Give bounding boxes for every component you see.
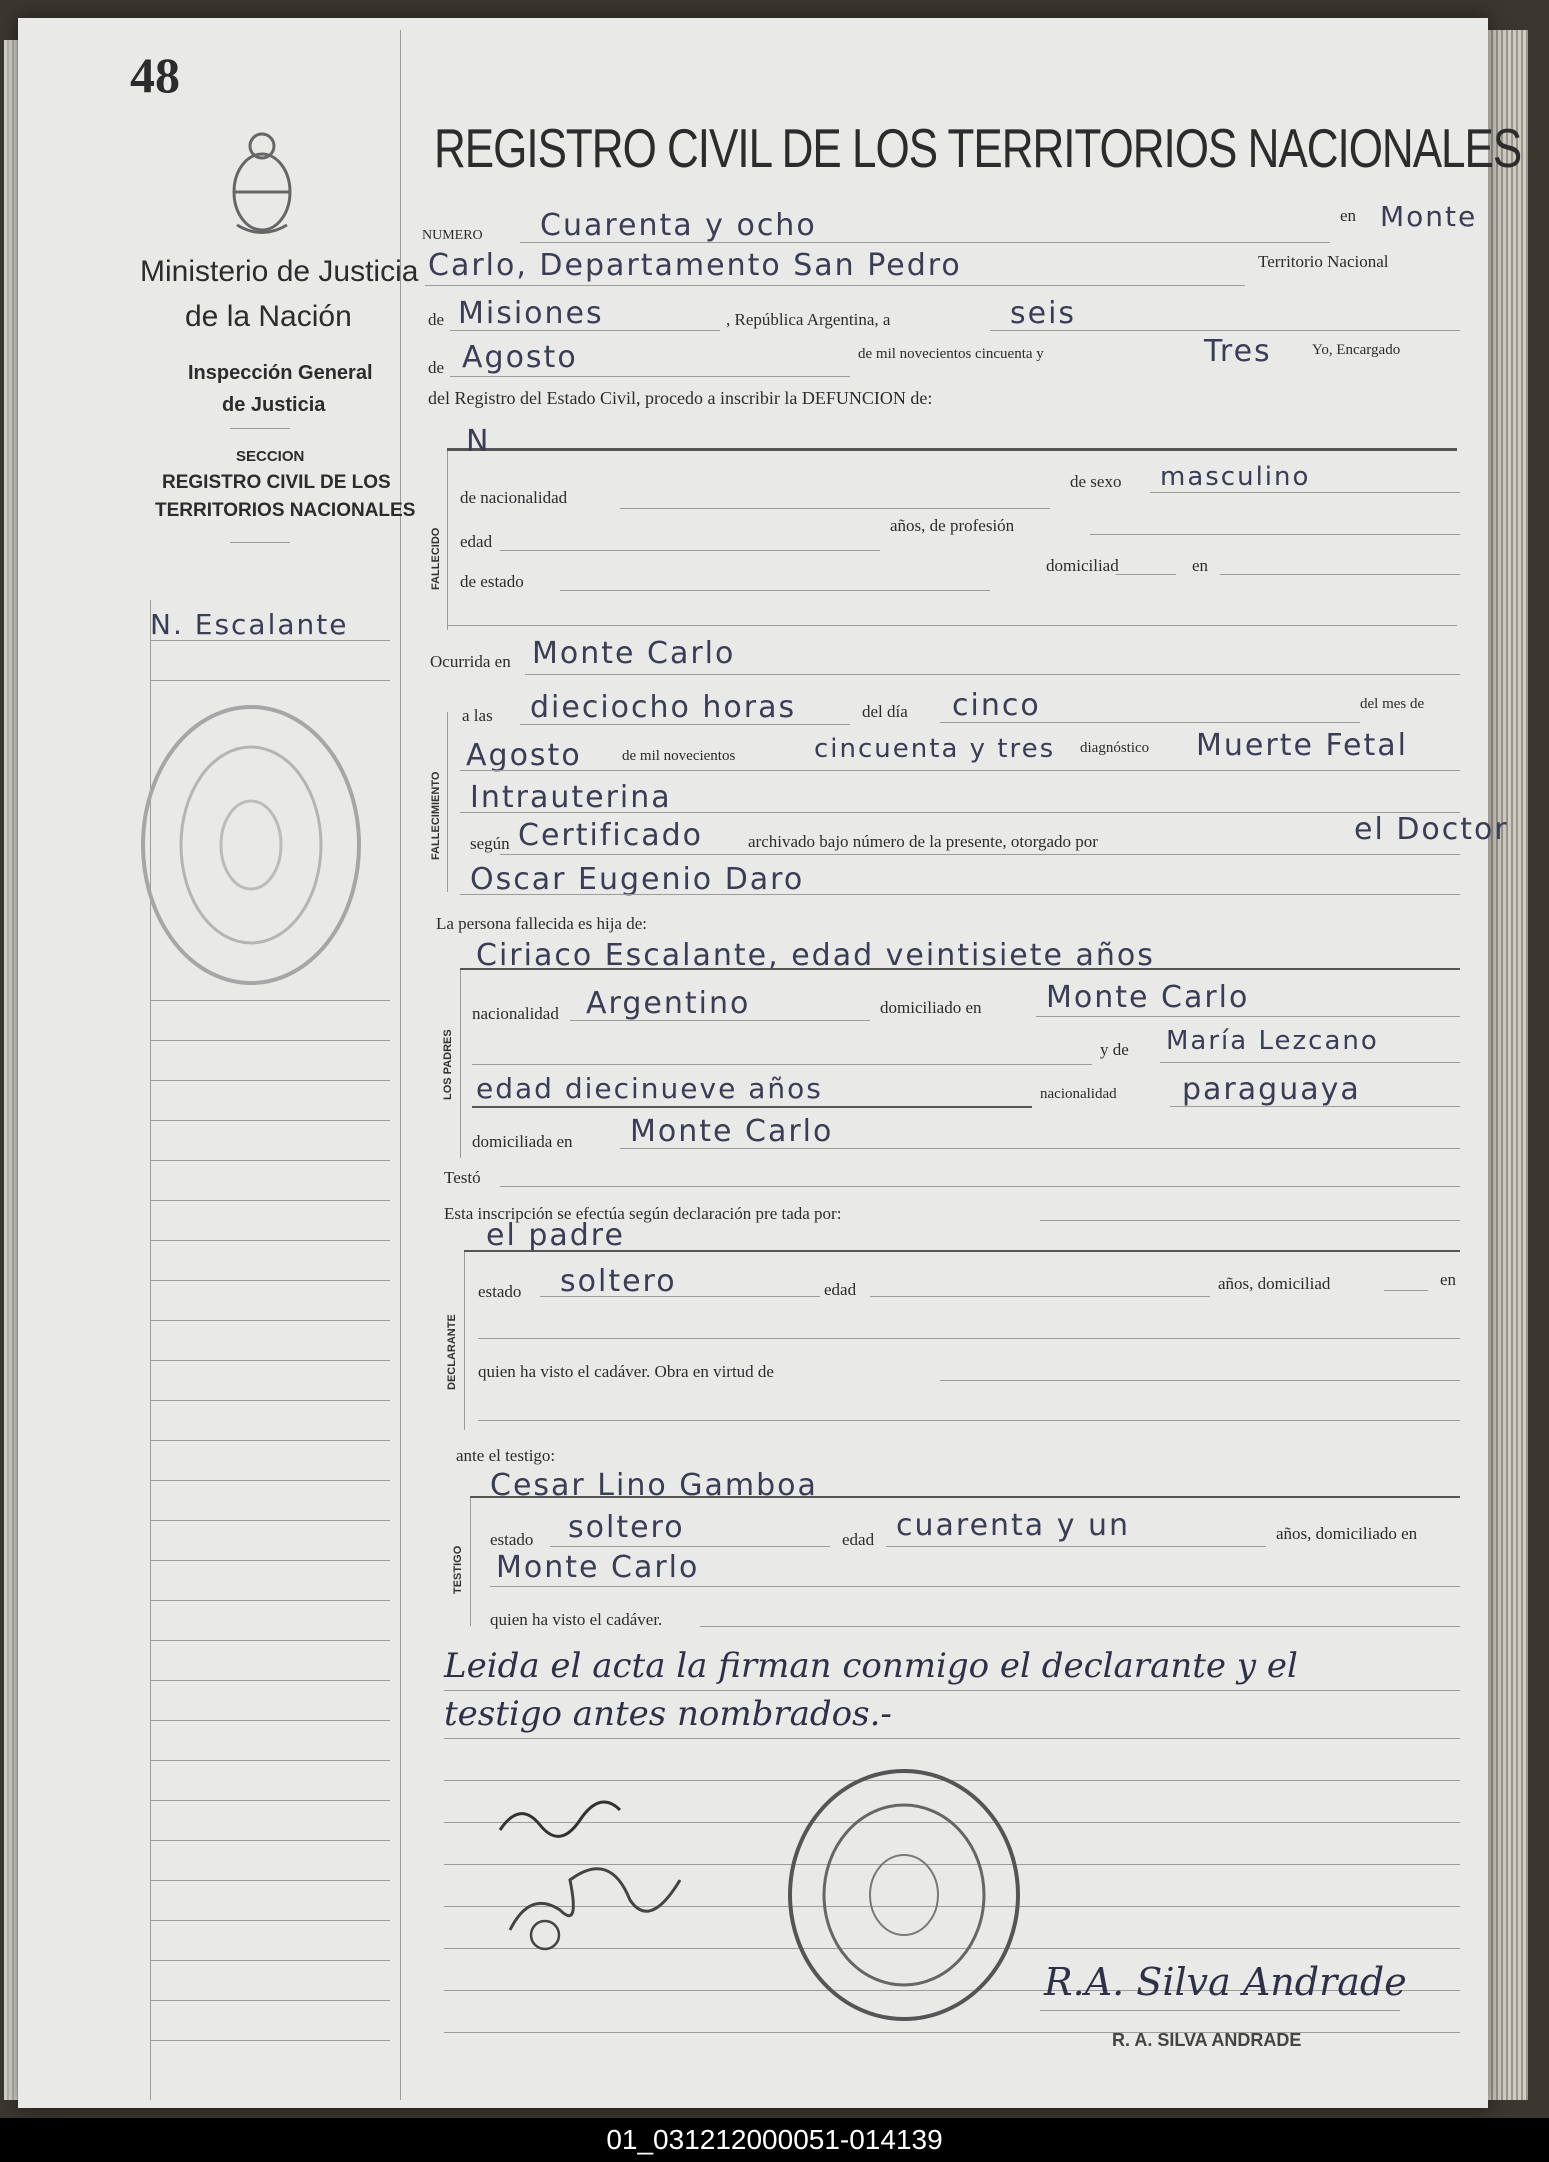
line-closing-9 xyxy=(444,2032,1460,2033)
line-fallecido-end xyxy=(447,625,1457,626)
margin-rule xyxy=(150,1000,390,1001)
ledger-right-edge xyxy=(1488,30,1528,2100)
closing-text-line-2: testigo antes nombrados.- xyxy=(444,1694,892,1734)
value-ocurrida: Monte Carlo xyxy=(532,636,736,671)
label-estado-testigo: estado xyxy=(490,1530,534,1549)
label-esta-inscripcion: Esta inscripción se efectúa según declaración pre tada por: xyxy=(444,1204,842,1223)
value-estado-testigo: soltero xyxy=(568,1510,685,1545)
margin-rule xyxy=(150,680,390,681)
line-numero xyxy=(520,242,1330,243)
value-domicilio-testigo: Monte Carlo xyxy=(496,1550,700,1585)
line-official-signature xyxy=(1040,2010,1400,2011)
label-estado: de estado xyxy=(460,572,524,591)
line-ocurrida xyxy=(525,674,1460,675)
line-edad-testigo xyxy=(886,1546,1266,1547)
label-testo: Testó xyxy=(444,1168,481,1187)
inspection-line-1: Inspección General xyxy=(188,362,373,384)
value-estado-declarante: soltero xyxy=(560,1264,677,1299)
margin-rule xyxy=(150,1160,390,1161)
line-domicilio-padre xyxy=(1036,1016,1460,1017)
margin-rule xyxy=(150,1640,390,1641)
label-estado-declarante: estado xyxy=(478,1282,522,1301)
label-registro: del Registro del Estado Civil, procedo a inscribir la DEFUNCION de: xyxy=(428,388,933,408)
line-esta-inscripcion xyxy=(1040,1220,1460,1221)
margin-rule xyxy=(150,1440,390,1441)
official-signature: R.A. Silva Andrade xyxy=(1044,1960,1407,2004)
label-nacionalidad-madre: nacionalidad xyxy=(1040,1086,1117,1102)
line-madre xyxy=(1160,1062,1460,1063)
line-nacionalidad-madre xyxy=(1170,1106,1460,1107)
page-number: 48 xyxy=(130,47,180,103)
value-nombre: N xyxy=(466,424,491,459)
line-edad xyxy=(500,550,880,551)
margin-rule xyxy=(150,1200,390,1201)
margin-rule xyxy=(150,1520,390,1521)
margin-rule xyxy=(150,1760,390,1761)
value-lugar: Carlo, Departamento San Pedro xyxy=(428,248,962,283)
margin-rule xyxy=(150,1360,390,1361)
value-diagnostico-2: Intrauterina xyxy=(470,780,672,815)
line-testigo xyxy=(470,1496,1460,1498)
bracket-fallecido xyxy=(447,450,448,630)
label-en: en xyxy=(1340,206,1357,225)
label-y-de: y de xyxy=(1100,1040,1129,1059)
label-edad: edad xyxy=(460,532,493,551)
value-diagnostico: Muerte Fetal xyxy=(1196,728,1408,763)
label-del-dia: del día xyxy=(862,702,908,721)
label-nacionalidad: de nacionalidad xyxy=(460,488,568,507)
margin-rule xyxy=(150,2000,390,2001)
line-closing-2 xyxy=(444,1738,1460,1739)
value-provincia: Misiones xyxy=(458,296,604,331)
bracket-testigo xyxy=(470,1496,471,1626)
margin-rule xyxy=(150,640,390,641)
value-nacionalidad-madre: paraguaya xyxy=(1182,1072,1361,1107)
line-lugar xyxy=(425,285,1245,286)
value-domicilio-padre: Monte Carlo xyxy=(1046,980,1250,1015)
label-anos-profesion: años, de profesión xyxy=(890,516,1015,535)
line-testo xyxy=(500,1186,1460,1187)
civil-registry-stamp xyxy=(784,1764,1024,2026)
margin-rule xyxy=(150,1560,390,1561)
value-edad-testigo: cuarenta y un xyxy=(896,1508,1131,1543)
line-segun xyxy=(500,854,1460,855)
label-en2: en xyxy=(1192,556,1209,575)
civil-registry-stamp-left xyxy=(136,700,366,990)
line-estado-declarante xyxy=(540,1296,820,1297)
label-edad-declarante: edad xyxy=(824,1280,857,1299)
margin-rule xyxy=(150,1120,390,1121)
section-line-1: SECCION xyxy=(236,448,305,465)
line-mes-muerte xyxy=(460,770,1460,771)
value-dia: seis xyxy=(1010,296,1077,331)
label-archivado: archivado bajo número de la presente, otorgado por xyxy=(748,832,1098,851)
value-dia-muerte: cinco xyxy=(952,688,1041,723)
label-territorio: Territorio Nacional xyxy=(1258,252,1389,271)
label-domiciliada-en: domiciliada en xyxy=(472,1132,573,1151)
label-quien-visto: quien ha visto el cadáver. Obra en virtud de xyxy=(478,1362,774,1381)
value-domicilio-madre: Monte Carlo xyxy=(630,1114,834,1149)
margin-separator xyxy=(230,428,290,429)
section-line-3: TERRITORIOS NACIONALES xyxy=(155,500,416,521)
value-declarante: el padre xyxy=(486,1218,625,1253)
line-declarante xyxy=(464,1250,1460,1252)
line-edad-madre xyxy=(472,1106,1032,1108)
value-anio-muerte: cincuenta y tres xyxy=(814,734,1056,764)
label-ocurrida: Ocurrida en xyxy=(430,652,511,671)
value-anio: Tres xyxy=(1204,334,1272,369)
official-printed-name: R. A. SILVA ANDRADE xyxy=(1112,2030,1302,2050)
line-declarante-end xyxy=(478,1420,1460,1421)
label-diagnostico: diagnóstico xyxy=(1080,740,1150,756)
coat-of-arms-icon xyxy=(222,130,302,240)
margin-divider xyxy=(400,30,401,2100)
value-sexo: masculino xyxy=(1160,462,1311,492)
margin-rule xyxy=(150,1960,390,1961)
value-en: Monte xyxy=(1380,200,1478,233)
label-republica: , República Argentina, a xyxy=(726,310,891,329)
margin-rule xyxy=(150,1600,390,1601)
value-nacionalidad-padre: Argentino xyxy=(586,986,751,1021)
label-numero: NUMERO xyxy=(422,228,483,243)
label-de1: de xyxy=(428,310,445,329)
line-medico xyxy=(460,894,1460,895)
line-en2 xyxy=(1220,574,1460,575)
margin-rule xyxy=(150,1040,390,1041)
label-anos-dom-declarante: años, domiciliad xyxy=(1218,1274,1331,1293)
margin-rule xyxy=(150,1080,390,1081)
section-line-2: REGISTRO CIVIL DE LOS xyxy=(162,472,391,493)
side-label-padres: LOS PADRES xyxy=(442,1029,454,1100)
margin-rule xyxy=(150,1720,390,1721)
line-closing-1 xyxy=(444,1690,1460,1691)
side-label-testigo: TESTIGO xyxy=(452,1545,464,1594)
value-edad-madre: edad diecinueve años xyxy=(476,1072,823,1105)
margin-rule xyxy=(150,1840,390,1841)
line-padre-extra xyxy=(472,1064,1092,1065)
label-de2: de xyxy=(428,358,445,377)
margin-rule xyxy=(150,1800,390,1801)
declarant-signature xyxy=(490,1790,710,1970)
value-medico-pre: el Doctor xyxy=(1354,812,1509,847)
side-label-fallecido: FALLECIDO xyxy=(430,527,442,590)
margin-note: N. Escalante xyxy=(150,608,349,641)
margin-rule xyxy=(150,1480,390,1481)
line-declarante-extra xyxy=(478,1338,1460,1339)
label-anos-dom-testigo: años, domiciliado en xyxy=(1276,1524,1418,1543)
closing-text-line-1: Leida el acta la firman conmigo el declarante y el xyxy=(444,1646,1298,1686)
line-domicilio-testigo xyxy=(490,1586,1460,1587)
bracket-declarante xyxy=(464,1250,465,1430)
margin-rule xyxy=(150,1880,390,1881)
margin-rule xyxy=(150,2040,390,2041)
label-hija: La persona fallecida es hija de: xyxy=(436,914,647,933)
line-padre xyxy=(460,968,1460,970)
label-mil-nov: de mil novecientos cincuenta y xyxy=(858,346,1044,362)
value-medico: Oscar Eugenio Daro xyxy=(470,862,805,897)
label-domiciliado-en: domiciliado en xyxy=(880,998,982,1017)
line-dia xyxy=(990,330,1460,331)
value-testigo: Cesar Lino Gamboa xyxy=(490,1468,818,1503)
margin-rule xyxy=(150,1280,390,1281)
side-label-declarante: DECLARANTE xyxy=(446,1314,458,1390)
bracket-padres xyxy=(460,968,461,1158)
label-del-mes: del mes de xyxy=(1360,696,1425,712)
label-domiciliado: domiciliad xyxy=(1046,556,1119,575)
margin-rule xyxy=(150,1320,390,1321)
line-estado xyxy=(560,590,990,591)
side-label-fallecimiento: FALLECIMIENTO xyxy=(430,771,442,860)
margin-rule xyxy=(150,1920,390,1921)
value-mes-muerte: Agosto xyxy=(466,738,582,773)
line-estado-testigo xyxy=(550,1546,830,1547)
line-nacionalidad xyxy=(620,508,1050,509)
line-nacionalidad-padre xyxy=(570,1020,870,1021)
margin-rule xyxy=(150,1680,390,1681)
line-dom-declarante xyxy=(1384,1290,1428,1291)
value-numero: Cuarenta y ocho xyxy=(540,208,817,243)
margin-separator-2 xyxy=(230,542,290,543)
label-de-mil: de mil novecientos xyxy=(622,748,736,764)
image-caption: 01_031212000051-014139 xyxy=(0,2118,1549,2162)
margin-rule xyxy=(150,1240,390,1241)
line-sexo xyxy=(1150,492,1460,493)
label-segun: según xyxy=(470,834,510,853)
label-edad-testigo: edad xyxy=(842,1530,875,1549)
line-hora xyxy=(520,724,850,725)
label-sexo: de sexo xyxy=(1070,472,1122,491)
margin-rule xyxy=(150,1400,390,1401)
label-encargado: Yo, Encargado xyxy=(1312,342,1401,358)
line-quien-visto-testigo xyxy=(700,1626,1460,1627)
ministry-line-1: Ministerio de Justicia xyxy=(140,255,419,288)
line-edad-declarante xyxy=(870,1296,1210,1297)
value-mes: Agosto xyxy=(462,340,578,375)
line-quien-visto xyxy=(940,1380,1460,1381)
label-quien-visto-testigo: quien ha visto el cadáver. xyxy=(490,1610,663,1629)
page-title: REGISTRO CIVIL DE LOS TERRITORIOS NACIONALES xyxy=(434,118,1522,180)
line-dia-muerte xyxy=(940,722,1360,723)
line-provincia xyxy=(450,330,720,331)
label-a-las: a las xyxy=(462,706,493,725)
line-diagnostico-2 xyxy=(460,812,1460,813)
line-profesion xyxy=(1090,534,1460,535)
value-hora: dieciocho horas xyxy=(530,690,797,725)
value-madre: María Lezcano xyxy=(1166,1026,1379,1056)
line-domicilio-madre xyxy=(620,1148,1460,1149)
bracket-fallecimiento xyxy=(447,712,448,892)
value-certificado: Certificado xyxy=(518,818,704,853)
line-nombre xyxy=(447,448,1457,451)
line-mes xyxy=(450,376,850,377)
label-nacionalidad-padre: nacionalidad xyxy=(472,1004,559,1023)
label-en-declarante: en xyxy=(1440,1270,1457,1289)
line-domiciliado xyxy=(1116,574,1176,575)
value-padre: Ciriaco Escalante, edad veintisiete años xyxy=(476,938,1155,973)
ministry-line-2: de la Nación xyxy=(185,300,352,333)
label-ante-testigo: ante el testigo: xyxy=(456,1446,556,1465)
inspection-line-2: de Justicia xyxy=(222,394,326,416)
